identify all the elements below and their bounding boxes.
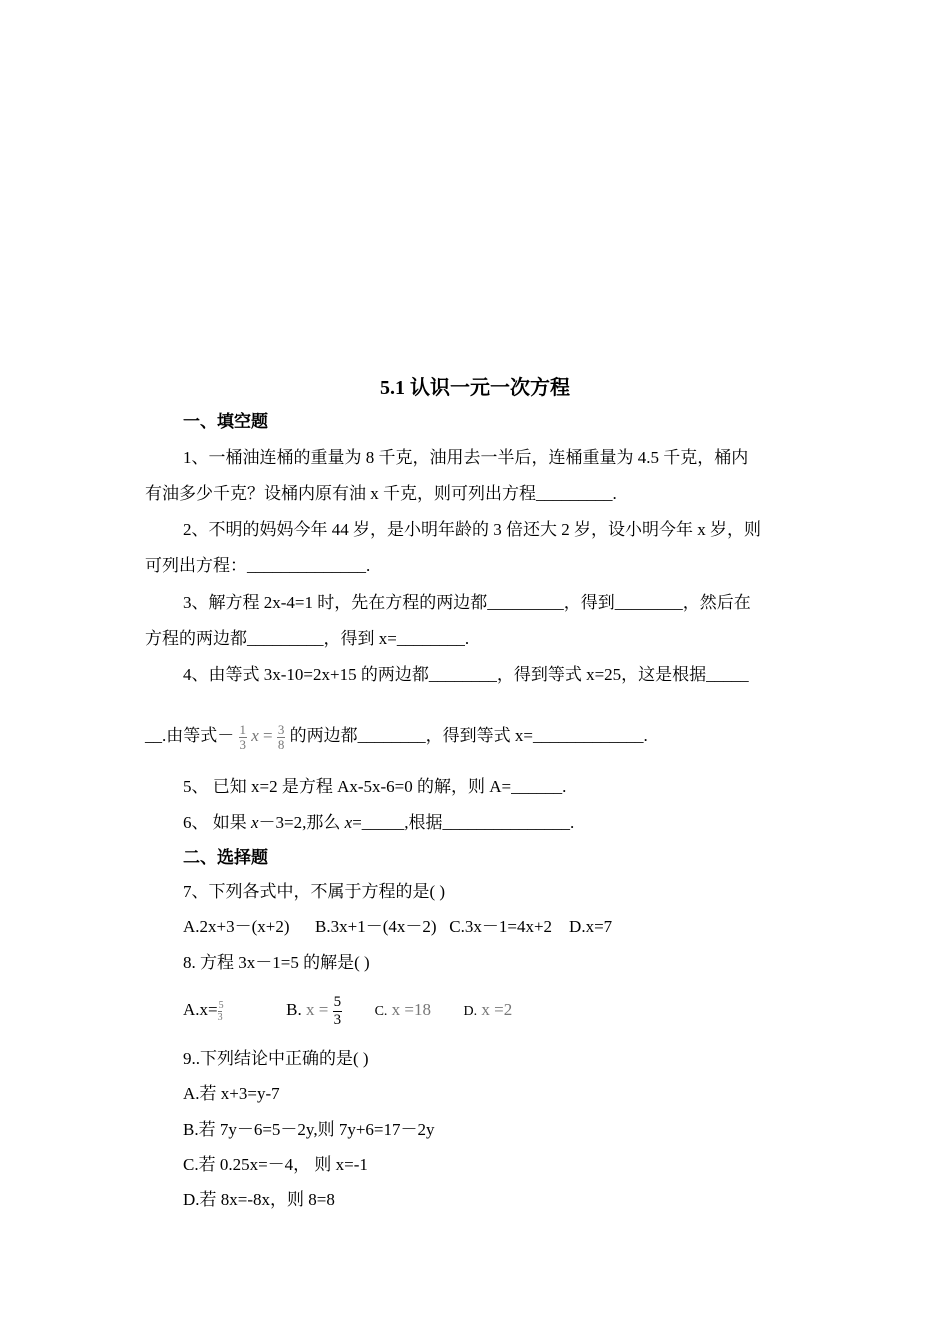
section-multiple-choice: 二、选择题 [183,848,268,867]
question-3-line-2: 方程的两边都_________，得到 x=________. [145,629,470,648]
question-7-stem: 7、下列各式中，不属于方程的是( ) [183,882,446,901]
option-b-fraction [333,994,343,1029]
question-9-option-b: B.若 7y－6=5－2y,则 7y+6=17－2y [183,1120,435,1139]
question-2-line-1: 2、不明的妈妈今年 44 岁，是小明年龄的 3 倍还大 2 岁，设小明今年 x 岁，则 [183,520,761,539]
option-c-label: C. [374,1004,388,1019]
question-7-options: A.2x+3－(x+2) B.3x+1－(4x－2) C.3x－1=4x+2 D.x=7 [183,917,613,936]
variable-x: x [251,726,259,745]
question-4-line-2-end: 的两边都________，得到等式 x=_____________. [289,726,648,745]
fraction-three-eighths [277,723,286,752]
question-5: 5、 已知 x=2 是方程 Ax-5x-6=0 的解，则 A=______. [183,777,567,796]
option-b-lhs: x = [305,1000,329,1019]
question-6-end: =_____,根据_______________. [352,813,575,832]
fraction-numerator: 1 [239,721,246,737]
option-d-text: x =2 [481,1000,513,1019]
question-1-line-1: 1、一桶油连桶的重量为 8 千克，油用去一半后，连桶重量为 4.5 千克，桶内 [183,448,749,467]
fraction-denominator: 3 [217,1011,223,1023]
question-6-prefix: 6、 如果 [183,813,251,832]
question-9-option-d: D.若 8x=-8x，则 8=8 [183,1190,335,1209]
variable-x: x [344,813,353,832]
question-2-line-2: 可列出方程：______________. [145,556,371,575]
fraction-numerator: 3 [277,721,285,737]
question-1-line-2: 有油多少千克？设桶内原有油 x 千克，则可列出方程_________. [145,484,617,503]
option-b-label: B. [286,1000,302,1019]
question-8-stem: 8. 方程 3x－1=5 的解是( ) [183,953,370,972]
option-d-label: D. [463,1004,478,1019]
page-title: 5.1 认识一元一次方程 [380,377,570,399]
question-6 [183,811,574,835]
question-9-option-a: A.若 x+3=y-7 [183,1084,280,1103]
fraction-denominator: 3 [333,1011,342,1028]
question-3-line-1: 3、解方程 2x-4=1 时，先在方程的两边都_________，得到________，然后在 [183,593,751,612]
option-a-fraction [218,1000,222,1023]
question-6-mid: －3=2,那么 [258,813,345,832]
equals-sign: = [263,726,273,745]
fraction-numerator: 5 [218,999,224,1011]
question-8-options [183,990,512,1032]
fraction-denominator: 3 [239,736,246,752]
question-9-stem: 9..下列结论中正确的是( ) [183,1049,369,1068]
fraction-denominator: 8 [277,736,285,752]
fraction-numerator: 5 [333,993,342,1010]
question-4-line-2-start: __.由等式－ [145,726,235,745]
section-fill-in-blank: 一、填空题 [183,412,268,431]
variable-x: x [251,813,259,832]
option-a-label: A.x= [183,1000,218,1019]
question-4-line-2 [145,716,648,756]
fraction-one-third [239,723,248,752]
option-c-text: x =18 [391,1000,431,1019]
question-4-line-1: 4、由等式 3x-10=2x+15 的两边都________，得到等式 x=25，这是根据_____ [183,665,749,684]
question-9-option-c: C.若 0.25x=－4， 则 x=-1 [183,1155,368,1174]
